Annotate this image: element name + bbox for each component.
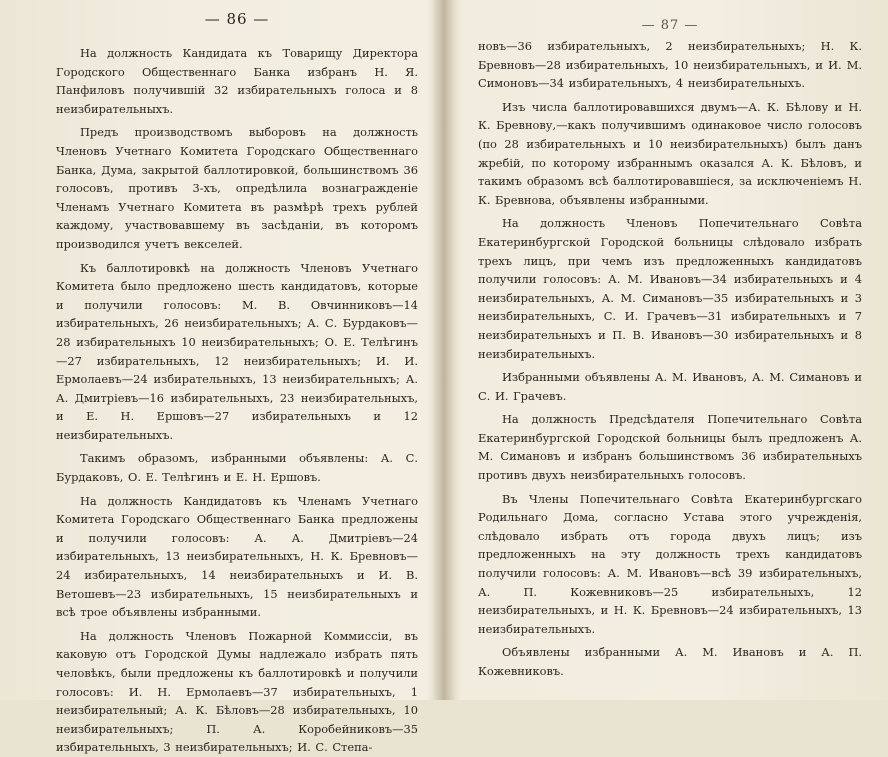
page-number: — 86 — — [204, 10, 270, 28]
paragraph: На должность Членовъ Пожарной Коммиссіи, въ каковую отъ Городской Думы надлежало избрать пять человѣкъ, были предложены къ баллотировкѣ и получили голосовъ: И. Н. Ермолаевъ—37 избирательныхъ, 1 неизбирательный; А. К. Бѣловъ—28 избирательныхъ, 10 неизбирательныхъ; П. А. Коробейниковъ—35 избирательныхъ, 3 неизбирательныхъ; И. С. Степа- — [56, 628, 418, 755]
paragraph: Такимъ образомъ, избранными объявлены: А. С. Бурдаковъ, О. Е. Телѣгинъ и Е. Н. Ершовъ. — [56, 451, 418, 485]
page-number: — 87 — — [641, 18, 699, 33]
right-page — [444, 0, 888, 700]
paragraph: новъ—36 избирательныхъ, 2 неизбирательныхъ; Н. К. Бревновъ—28 избирательныхъ, 10 неизбирательныхъ, и И. М. Симоновъ—34 избирательныхъ, 4 неизбирательныхъ. — [478, 39, 862, 91]
paragraph: Избранными объявлены А. М. Ивановъ, А. М. Симановъ и С. И. Грачевъ. — [478, 370, 862, 403]
paragraph: Предъ производствомъ выборовъ на должность Членовъ Учетнаго Комитета Городскаго Общественнаго Банка, Дума, закрытой баллотировкой, большинствомъ 36 голосовъ, противъ 3-хъ, опредѣлила вознагражденіе Членамъ Учетнаго Комитета въ размѣрѣ трехъ рублей каждому, участвовавшему въ засѣданіи, въ которомъ производился учетъ векселей. — [56, 125, 418, 251]
paragraph: Изъ числа баллотировавшихся двумъ—А. К. Бѣлову и Н. К. Бревнову,—какъ получившимъ одинаковое число голосовъ (по 28 избирательныхъ и 10 неизбирательныхъ) былъ данъ жребій, по которому избраннымъ оказался А. К. Бѣловъ, и такимъ образомъ всѣ баллотировавшіеся, за исключеніемъ Н. К. Бревнова, объявлены избранными. — [478, 99, 862, 207]
paragraph: Объявлены избранными А. М. Ивановъ и А. П. Кожевниковъ. — [478, 645, 862, 678]
paragraph: Въ Члены Попечительнаго Совѣта Екатеринбургскаго Родильнаго Дома, согласно Устава этого учрежденія, слѣдовало избрать отъ города двухъ лицъ; изъ предложенныхъ на эту должность трехъ кандидатовъ получили голосовъ: А. М. Ивановъ—всѣ 39 избирательныхъ, А. П. Кожевниковъ—25 избирательныхъ, 12 неизбирательныхъ, и Н. К. Бревновъ—24 избирательныхъ, 13 неизбирательныхъ. — [478, 491, 862, 636]
paragraph: Къ баллотировкѣ на должность Членовъ Учетнаго Комитета было предложено шесть кандидатовъ, которые и получили голосовъ: М. В. Овчинниковъ—14 избирательныхъ, 26 неизбирательныхъ; А. С. Бурдаковъ—28 избирательныхъ 10 неизбирательныхъ; О. Е. Телѣгинъ—27 избирательныхъ, 12 неизбирательныхъ; И. И. Ермолаевъ—24 избирательныхъ, 13 неизбирательныхъ; А. А. Дмитріевъ—16 избирательныхъ, 23 неизбирательныхъ, и Е. Н. Ершовъ—27 избирательныхъ и 12 неизбирательныхъ. — [56, 260, 418, 442]
left-page — [0, 0, 444, 755]
paragraph: На должность Кандидата къ Товарищу Директора Городского Общественнаго Банка избранъ Н. Я. Панфиловъ получившій 32 избирательныхъ голоса и 8 неизбирательныхъ. — [56, 46, 418, 116]
paragraph: На должность Кандидатовъ къ Членамъ Учетнаго Комитета Городскаго Общественнаго Банка предложены и получили голосовъ: А. А. Дмитріевъ—24 избирательныхъ, 13 неизбирательныхъ, Н. К. Бревновъ—24 избирательныхъ, 14 неизбирательныхъ и И. В. Ветошевъ—23 избирательныхъ, 15 неизбирательныхъ и всѣ трое объявлены избранными. — [56, 493, 418, 620]
paragraph: На должность Членовъ Попечительнаго Совѣта Екатеринбургской Городской больницы слѣдовало избрать трехъ лицъ, при чемъ изъ предложенныхъ кандидатовъ получили голосовъ: А. М. Ивановъ—34 избирательныхъ и 4 неизбирательныхъ, А. М. Симановъ—35 избирательныхъ и 3 неизбирательныхъ, С. И. Грачевъ—31 избирательныхъ и 7 неизбирательныхъ и П. В. Ивановъ—30 избирательныхъ и 8 неизбирательныхъ. — [478, 216, 862, 361]
paragraph: На должность Предсѣдателя Попечительнаго Совѣта Екатеринбургской Городской больницы былъ предложенъ А. М. Симановъ и избранъ большинствомъ 36 избирательныхъ противъ двухъ неизбирательныхъ голосовъ. — [478, 412, 862, 483]
